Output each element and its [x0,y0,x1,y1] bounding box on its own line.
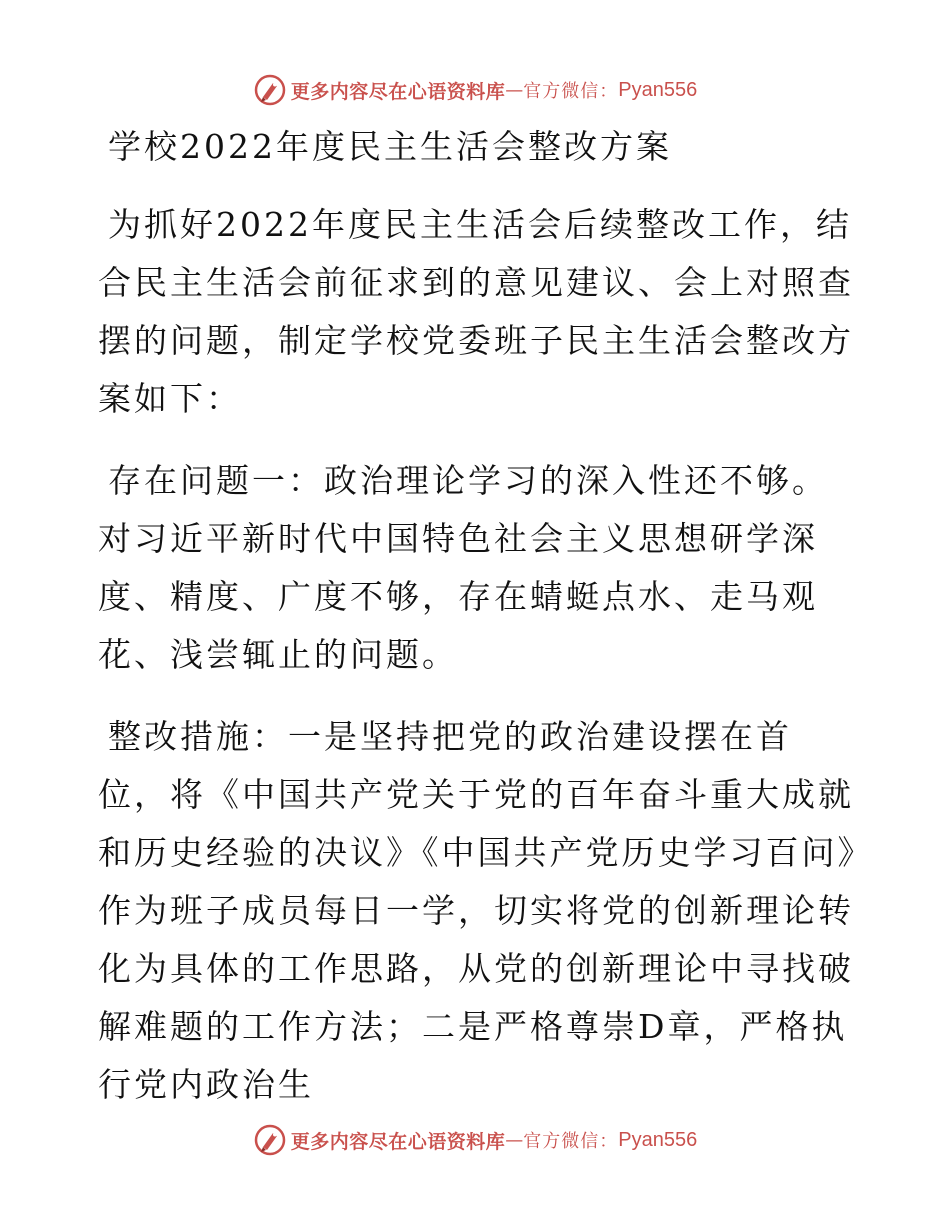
watermark-handle: Pyan556 [618,78,698,101]
header-watermark [0,68,950,112]
paragraph-text: 整改措施：一是坚持把党的政治建设摆在首位，将《中国共产党关于党的百年奋斗重大成就和历史经验的决议》《中国共产党历史学习百问》作为班子成员每日一学，切实将党的创新理论转化为具体的工作思路，从党的创新理论中寻找破解难题的工作方法；二是严格尊崇D章，严格执行党内政治生 [98,717,857,1104]
watermark-label: 官方微信： [523,81,619,102]
watermark-label: 官方微信： [523,1131,619,1152]
pen-circle-icon [253,73,287,107]
paragraph-text: 存在问题一：政治理论学习的深入性还不够。对习近平新时代中国特色社会主义思想研学深度、精度、广度不够，存在蜻蜓点水、走马观花、浅尝辄止的问题。 [98,461,828,674]
paragraph-measures [98,708,858,1114]
watermark-handle: Pyan556 [618,1128,698,1151]
footer-watermark [0,1118,950,1162]
document-body [98,118,858,1138]
pen-circle-icon [253,1123,287,1157]
watermark-brand: 更多内容尽在心语资料库 [290,80,506,103]
watermark-brand: 更多内容尽在心语资料库 [290,1130,506,1153]
paragraph-problem-one [98,452,858,684]
document-title: 学校2022年度民主生活会整改方案 [108,127,672,166]
paragraph-intro [98,196,858,428]
watermark-separator: — [505,1129,524,1151]
paragraph-text: 为抓好2022年度民主生活会后续整改工作，结合民主生活会前征求到的意见建议、会上对照查摆的问题，制定学校党委班子民主生活会整改方案如下： [98,205,854,418]
watermark-separator: — [505,79,524,101]
